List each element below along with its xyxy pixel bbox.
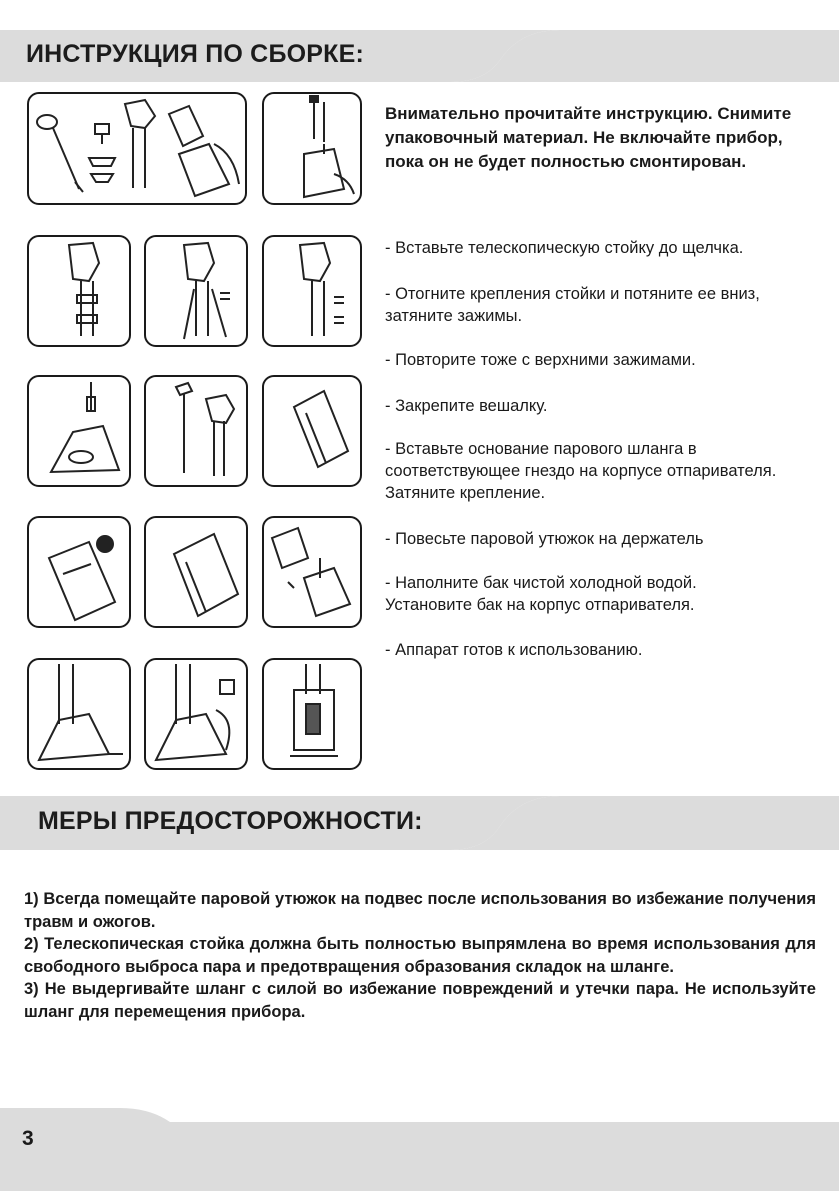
parts-icon [29, 94, 245, 203]
assembly-step: - Вставьте телескопическую стойку до щелчка. [385, 239, 744, 257]
illustration-step-4a [27, 516, 131, 628]
precaution-item: 3) Не выдергивайте шланг с силой во избежание повреждений и утечки пара. Не используйте шланг для перемещения прибора. [24, 980, 816, 1021]
illustration-step-5a [27, 658, 131, 770]
precaution-item: 2) Телескопическая стойка должна быть полностью выпрямлена во время использования для свободного выброса пара и предотвращения образования складок на шланге. [24, 935, 816, 976]
illustration-step-4b [144, 516, 248, 628]
assembly-step: - Наполните бак чистой холодной водой. Установите бак на корпус отпаривателя. [385, 574, 697, 614]
precautions-list [24, 888, 816, 1023]
assembly-step: - Вставьте основание парового шланга в соответствующее гнездо на корпусе отпаривателя. Затяните крепление. [385, 440, 777, 502]
illustration-step-5b [144, 658, 248, 770]
assembly-step: - Повесьте паровой утюжок на держатель [385, 530, 704, 548]
assembly-step: - Отогните крепления стойки и потяните ее вниз, затяните зажимы. [385, 285, 760, 325]
precaution-item: 1) Всегда помещайте паровой утюжок на подвес после использования во избежание получения травм и ожогов. [24, 890, 816, 931]
illustration-step-3a [27, 375, 131, 487]
assembly-step: - Аппарат готов к использованию. [385, 641, 643, 659]
assembly-intro: Внимательно прочитайте инструкцию. Снимите упаковочный материал. Не включайте прибор, пока он не будет полностью смонтирован. [385, 104, 792, 171]
assembly-step: - Повторите тоже с верхними зажимами. [385, 351, 696, 369]
illustration-step-5c [262, 658, 362, 770]
illustration-unpacked-parts [27, 92, 247, 205]
illustration-step-2a [27, 235, 131, 347]
illustration-telescopic-pole [262, 92, 362, 205]
precautions-title: МЕРЫ ПРЕДОСТОРОЖНОСТИ: [38, 807, 423, 835]
assembly-title: ИНСТРУКЦИЯ ПО СБОРКЕ: [26, 40, 364, 68]
footer-band [0, 1108, 839, 1191]
illustration-step-3b [144, 375, 248, 487]
illustration-step-2c [262, 235, 362, 347]
assembly-step: - Закрепите вешалку. [385, 397, 548, 415]
illustration-step-3c [262, 375, 362, 487]
illustration-step-2b [144, 235, 248, 347]
page-number: 3 [22, 1127, 34, 1150]
illustration-step-4c [262, 516, 362, 628]
